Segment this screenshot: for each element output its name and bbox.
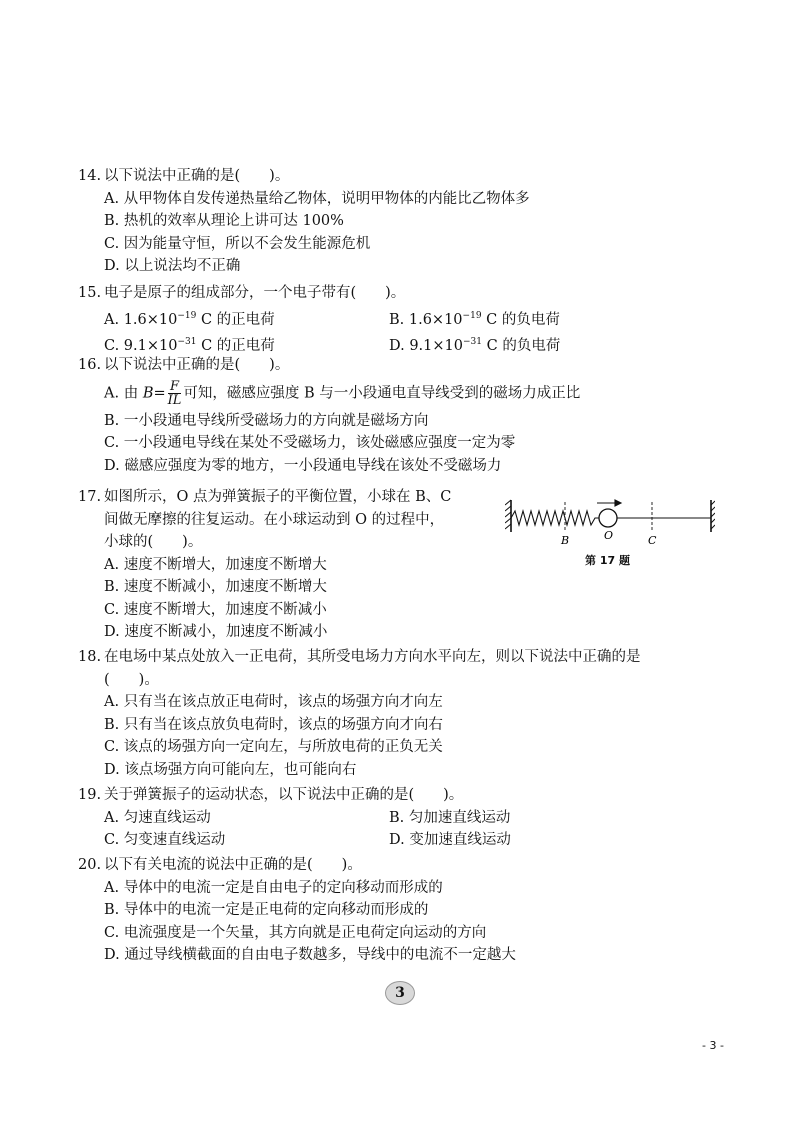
option-c: C. $9.1\times 10^{-31}$ C 的正电荷 (104, 336, 275, 354)
left-wall (505, 500, 511, 532)
question-18 (78, 646, 704, 781)
option-a: A. 匀速直线运动 (104, 809, 211, 826)
option-row (104, 829, 704, 852)
option-d: D. 磁感应强度为零的地方，一小段通电导线在该处不受磁场力 (104, 457, 502, 474)
question-stem: 19. 关于弹簧振子的运动状态，以下说法中正确的是( )。 (78, 787, 464, 803)
question-16 (78, 354, 704, 477)
page-number-badge: 3 (385, 981, 415, 1005)
question-stem: 20. 以下有关电流的说法中正确的是( )。 (78, 857, 362, 873)
figure-caption: 第 17 题 (585, 554, 630, 567)
velocity-arrow-icon (597, 500, 621, 506)
option-c: C. 因为能量守恒，所以不会发生能源危机 (104, 235, 371, 252)
label-b: B (561, 534, 570, 547)
option-a: A. 速度不断增大，加速度不断增大 (104, 556, 327, 573)
question-stem: 15. 电子是原子的组成部分，一个电子带有( )。 (78, 285, 406, 301)
option-b: B. 匀加速直线运动 (389, 809, 511, 826)
label-c: C (648, 534, 657, 547)
page-footer: - 3 - (702, 1039, 724, 1052)
question-stem: 17. 如图所示，O 点为弹簧振子的平衡位置，小球在 B、C (78, 489, 452, 505)
question-stem: 16. 以下说法中正确的是( )。 (78, 357, 290, 373)
option-d: D. 通过导线横截面的自由电子数越多，导线中的电流不一定越大 (104, 947, 516, 963)
right-wall (711, 500, 715, 532)
question-stem: 14. 以下说法中正确的是( )。 (78, 168, 290, 184)
option-b: B. 一小段通电导线所受磁场力的方向就是磁场方向 (104, 412, 429, 429)
question-19 (78, 784, 704, 852)
question-stem: 18. 在电场中某点处放入一正电荷，其所受电场力方向水平向左，则以下说法中正确的是 (78, 649, 641, 665)
question-stem-line: 间做无摩擦的往复运动。在小球运动到 O 的过程中， (104, 511, 445, 528)
spring (511, 511, 599, 525)
option-c: C. 电流强度是一个矢量，其方向就是正电荷定向运动的方向 (104, 924, 487, 941)
ball (599, 509, 617, 527)
option-a: A. 导体中的电流一定是自由电子的定向移动而形成的 (104, 879, 443, 896)
option-row (104, 305, 704, 331)
option-row (104, 807, 704, 830)
option-b: B. 只有当在该点放负电荷时，该点的场强方向才向右 (104, 716, 443, 733)
option-a: A. 从甲物体自发传递热量给乙物体，说明甲物体的内能比乙物体多 (104, 190, 530, 207)
question-stem-line: ( )。 (104, 671, 159, 688)
option-b: B. 导体中的电流一定是正电荷的定向移动而形成的 (104, 902, 429, 918)
option-d: D. 该点场强方向可能向左，也可能向右 (104, 761, 357, 778)
option-d: D. 速度不断减小，加速度不断减小 (104, 624, 328, 640)
label-o: O (604, 529, 614, 542)
option-a: A. 只有当在该点放正电荷时，该点的场强方向才向左 (104, 694, 443, 710)
option-c: C. 该点的场强方向一定向左，与所放电荷的正负无关 (104, 739, 443, 755)
option-a: A. $1.6\times 10^{-19}$ C 的正电荷 (104, 310, 275, 328)
option-d: D. $9.1\times 10^{-31}$ C 的负电荷 (389, 336, 561, 354)
option-c: C. 速度不断增大，加速度不断减小 (104, 601, 327, 618)
question-15 (78, 282, 704, 357)
option-a: A. 由 B= $\frac{F}{IL}$ 可知，磁感应强度 B 与一小段通电直导线受到的磁场力成正比 (104, 378, 581, 408)
question-stem-line: 小球的( )。 (104, 534, 203, 550)
option-b: B. 热机的效率从理论上讲可达 100% (104, 213, 344, 229)
option-b: B. $1.6\times 10^{-19}$ C 的负电荷 (389, 310, 560, 328)
option-c: C. 一小段通电导线在某处不受磁场力，该处磁感应强度一定为零 (104, 435, 516, 451)
question-20 (78, 854, 704, 967)
option-d: D. 以上说法均不正确 (104, 258, 241, 274)
option-b: B. 速度不断减小，加速度不断增大 (104, 579, 327, 595)
option-c: C. 匀变速直线运动 (104, 832, 226, 848)
question-14 (78, 165, 704, 278)
fraction-f-over-il: $\frac{F}{IL}$ (167, 378, 182, 408)
option-d: D. 变加速直线运动 (389, 832, 511, 848)
